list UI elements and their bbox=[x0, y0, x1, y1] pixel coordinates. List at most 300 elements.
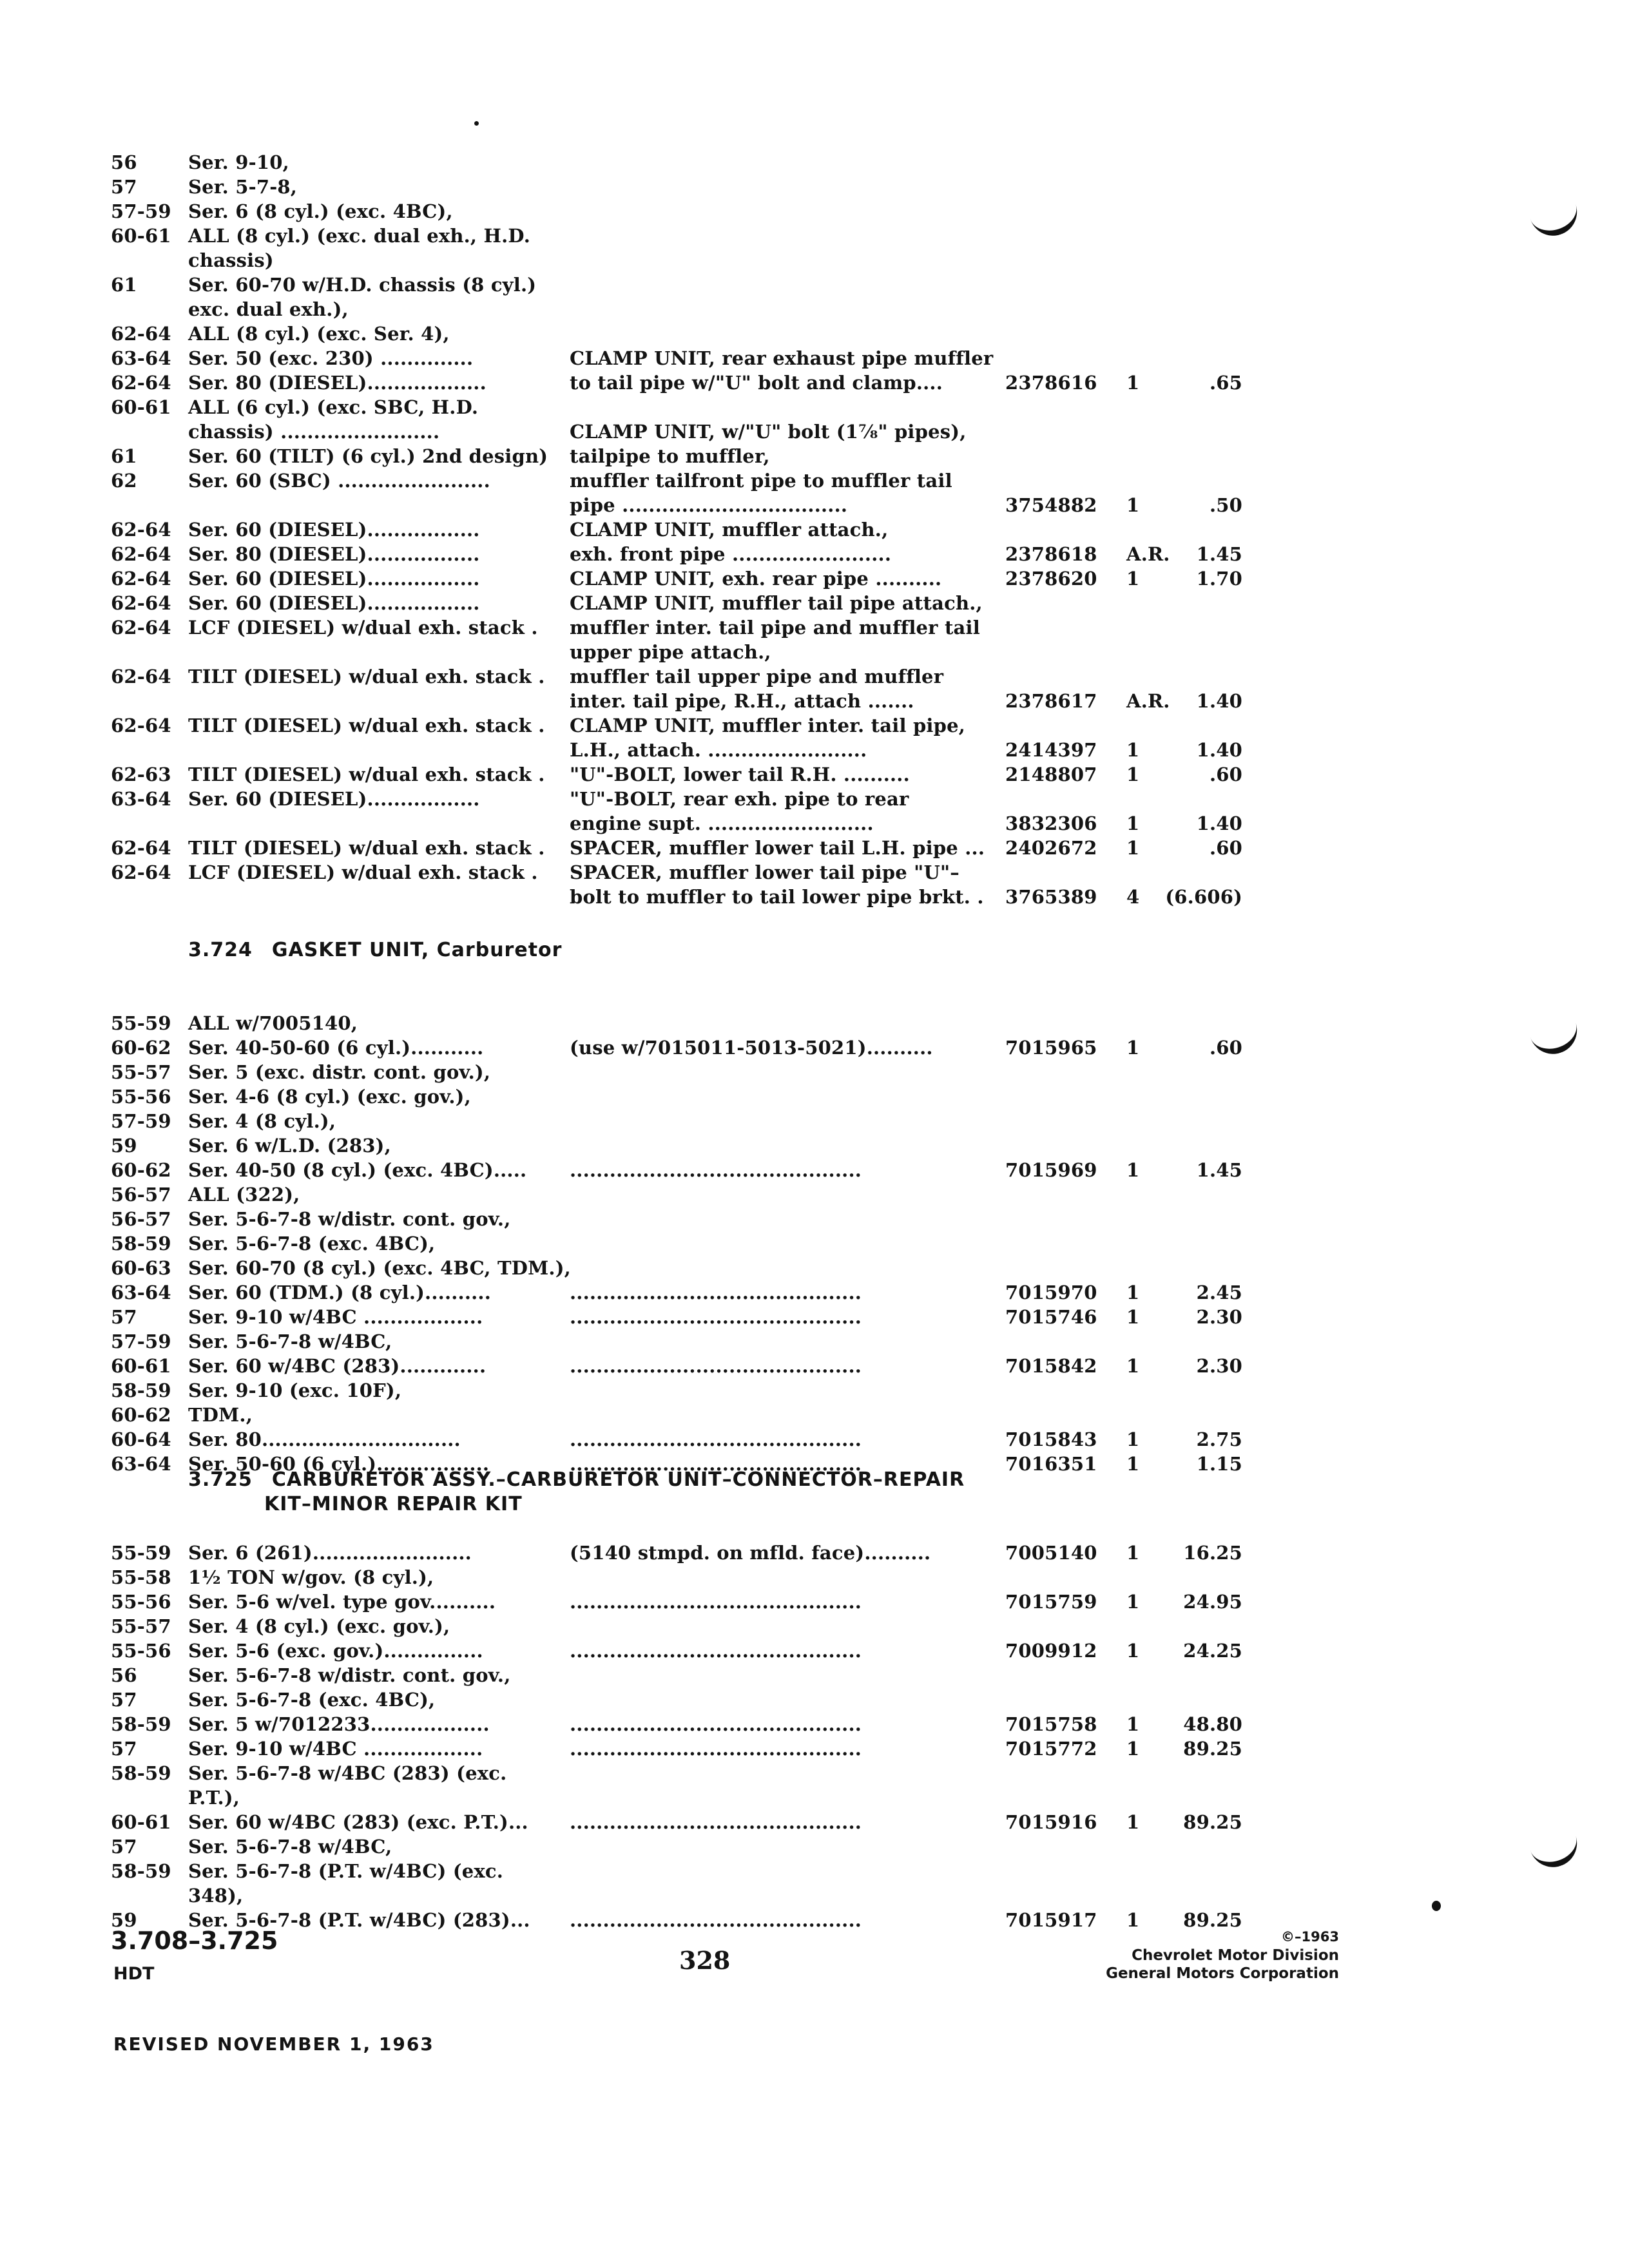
table-row bbox=[0, 1084, 1629, 1110]
quantity: 1 bbox=[1126, 1713, 1140, 1735]
table-row bbox=[0, 1157, 1629, 1183]
table-row bbox=[0, 443, 1629, 469]
year-range: 63-64 bbox=[111, 347, 171, 369]
year-range: 62-64 bbox=[111, 543, 171, 565]
year-range: 63-64 bbox=[111, 1453, 171, 1475]
quantity: 1 bbox=[1126, 1640, 1140, 1662]
series-description: TILT (DIESEL) w/dual exh. stack . bbox=[188, 837, 545, 859]
part-description: ............................................ bbox=[570, 1355, 862, 1377]
part-description: engine supt. ......................... bbox=[570, 812, 874, 834]
price: 48.80 bbox=[1183, 1713, 1242, 1735]
part-description: ............................................ bbox=[570, 1453, 862, 1475]
quantity: 1 bbox=[1126, 1811, 1140, 1833]
scan-dot-small bbox=[474, 121, 479, 126]
part-description: SPACER, muffler lower tail pipe "U"– bbox=[570, 861, 959, 883]
part-description: to tail pipe w/"U" bolt and clamp.... bbox=[570, 372, 943, 394]
year-range: 60-64 bbox=[111, 1428, 171, 1450]
series-description: Ser. 50-60 (6 cyl.)................. bbox=[188, 1453, 490, 1475]
year-range: 55-57 bbox=[111, 1061, 171, 1083]
quantity: 1 bbox=[1126, 1306, 1140, 1328]
part-description: muffler tailfront pipe to muffler tail bbox=[570, 470, 952, 492]
series-description: TILT (DIESEL) w/dual exh. stack . bbox=[188, 666, 545, 687]
series-description: Ser. 80 (DIESEL)................. bbox=[188, 543, 480, 565]
series-description: Ser. 5-7-8, bbox=[188, 176, 298, 198]
part-number: 7015917 bbox=[1005, 1909, 1097, 1931]
section-number: 3.724 bbox=[188, 939, 253, 961]
table-row bbox=[0, 688, 1629, 714]
price: 1.45 bbox=[1196, 1159, 1242, 1181]
revised-date: REVISED NOVEMBER 1, 1963 bbox=[113, 2033, 434, 2055]
part-description: ............................................ bbox=[570, 1159, 862, 1181]
table-row bbox=[0, 1785, 1629, 1811]
series-description: ALL (6 cyl.) (exc. SBC, H.D. bbox=[188, 396, 479, 418]
year-range: 55-56 bbox=[111, 1640, 171, 1662]
series-description: Ser. 5-6 (exc. gov.)............... bbox=[188, 1640, 483, 1662]
quantity: A.R. bbox=[1126, 543, 1170, 565]
price: 1.70 bbox=[1196, 568, 1242, 590]
part-description: CLAMP UNIT, w/"U" bolt (1⅞" pipes), bbox=[570, 421, 967, 443]
year-range: 62 bbox=[111, 470, 137, 492]
year-range: 62-64 bbox=[111, 715, 171, 736]
year-range: 58-59 bbox=[111, 1233, 171, 1254]
year-range: 62-64 bbox=[111, 323, 171, 345]
series-description: Ser. 60 (TILT) (6 cyl.) 2nd design) bbox=[188, 445, 548, 467]
year-range: 62-64 bbox=[111, 372, 171, 394]
part-number: 3765389 bbox=[1005, 886, 1097, 908]
table-row bbox=[0, 590, 1629, 616]
year-range: 60-62 bbox=[111, 1159, 171, 1181]
part-number: 2378620 bbox=[1005, 568, 1097, 590]
table-row bbox=[0, 1834, 1629, 1860]
table-row bbox=[0, 1035, 1629, 1061]
quantity: 1 bbox=[1126, 1542, 1140, 1564]
year-range: 55-58 bbox=[111, 1566, 171, 1588]
table-row bbox=[0, 1402, 1629, 1428]
quantity: 1 bbox=[1126, 1355, 1140, 1377]
quantity: 1 bbox=[1126, 494, 1140, 516]
series-description: Ser. 4-6 (8 cyl.) (exc. gov.), bbox=[188, 1086, 471, 1108]
table-row bbox=[0, 1711, 1629, 1737]
table-row bbox=[0, 174, 1629, 200]
series-description: Ser. 40-50-60 (6 cyl.)........... bbox=[188, 1037, 484, 1059]
quantity: 1 bbox=[1126, 812, 1140, 834]
year-range: 55-56 bbox=[111, 1086, 171, 1108]
table-row bbox=[0, 1883, 1629, 1908]
table-row bbox=[0, 1589, 1629, 1615]
year-range: 63-64 bbox=[111, 788, 171, 810]
table-row bbox=[0, 296, 1629, 322]
table-row bbox=[0, 1687, 1629, 1713]
series-description: ALL w/7005140, bbox=[188, 1012, 358, 1034]
table-row bbox=[0, 1638, 1629, 1664]
table-row bbox=[0, 884, 1629, 910]
table-row bbox=[0, 1613, 1629, 1639]
price: .60 bbox=[1209, 837, 1242, 859]
part-description: upper pipe attach., bbox=[570, 641, 771, 663]
table-row bbox=[0, 1427, 1629, 1452]
year-range: 59 bbox=[111, 1135, 137, 1157]
series-description: Ser. 5-6-7-8 w/distr. cont. gov., bbox=[188, 1208, 511, 1230]
year-range: 57 bbox=[111, 1738, 137, 1760]
price: (6.606) bbox=[1165, 886, 1242, 908]
part-description: CLAMP UNIT, rear exhaust pipe muffler bbox=[570, 347, 994, 369]
series-description: LCF (DIESEL) w/dual exh. stack . bbox=[188, 861, 538, 883]
table-row bbox=[0, 1059, 1629, 1085]
table-row bbox=[0, 1564, 1629, 1590]
footer-division: Chevrolet Motor Division bbox=[1132, 1947, 1339, 1964]
part-number: 3832306 bbox=[1005, 812, 1097, 834]
year-range: 59 bbox=[111, 1909, 137, 1931]
scan-dot bbox=[1432, 1901, 1441, 1911]
part-number: 7015772 bbox=[1005, 1738, 1097, 1760]
table-row bbox=[0, 615, 1629, 640]
table-row bbox=[0, 247, 1629, 273]
table-row bbox=[0, 394, 1629, 420]
price: 2.45 bbox=[1196, 1282, 1242, 1303]
quantity: 1 bbox=[1126, 1037, 1140, 1059]
table-row bbox=[0, 737, 1629, 763]
page-number: 328 bbox=[679, 1946, 731, 1975]
series-description: Ser. 5-6-7-8 w/4BC (283) (exc. bbox=[188, 1762, 507, 1784]
footer-code: HDT bbox=[113, 1964, 155, 1984]
part-number: 7009912 bbox=[1005, 1640, 1097, 1662]
series-description: Ser. 5 (exc. distr. cont. gov.), bbox=[188, 1061, 491, 1083]
table-row bbox=[0, 1133, 1629, 1158]
series-description: Ser. 80 (DIESEL).................. bbox=[188, 372, 487, 394]
table-row bbox=[0, 811, 1629, 836]
series-description: Ser. 5 w/7012233.................. bbox=[188, 1713, 490, 1735]
price: 1.45 bbox=[1196, 543, 1242, 565]
part-description: CLAMP UNIT, muffler attach., bbox=[570, 519, 889, 541]
year-range: 58-59 bbox=[111, 1762, 171, 1784]
section-heading bbox=[188, 1468, 965, 1517]
year-range: 60-62 bbox=[111, 1037, 171, 1059]
quantity: 1 bbox=[1126, 837, 1140, 859]
part-number: 7015842 bbox=[1005, 1355, 1097, 1377]
table-row bbox=[0, 835, 1629, 861]
series-description: Ser. 50 (exc. 230) .............. bbox=[188, 347, 474, 369]
part-description: ............................................ bbox=[570, 1306, 862, 1328]
part-number: 2148807 bbox=[1005, 764, 1097, 785]
year-range: 55-56 bbox=[111, 1591, 171, 1613]
part-number: 7015969 bbox=[1005, 1159, 1097, 1181]
table-row bbox=[0, 1662, 1629, 1688]
part-number: 7015759 bbox=[1005, 1591, 1097, 1613]
year-range: 57 bbox=[111, 1306, 137, 1328]
year-range: 56 bbox=[111, 151, 137, 173]
part-description: tailpipe to muffler, bbox=[570, 445, 770, 467]
price: 1.40 bbox=[1196, 739, 1242, 761]
part-number: 7015746 bbox=[1005, 1306, 1097, 1328]
year-range: 60-63 bbox=[111, 1257, 171, 1279]
quantity: 1 bbox=[1126, 764, 1140, 785]
part-description: ............................................ bbox=[570, 1713, 862, 1735]
year-range: 60-61 bbox=[111, 225, 171, 247]
part-description: CLAMP UNIT, exh. rear pipe .......... bbox=[570, 568, 942, 590]
table-row bbox=[0, 1280, 1629, 1305]
year-range: 61 bbox=[111, 274, 137, 296]
table-row bbox=[0, 1010, 1629, 1036]
table-row bbox=[0, 1809, 1629, 1835]
price: 2.30 bbox=[1196, 1306, 1242, 1328]
price: 1.15 bbox=[1196, 1453, 1242, 1475]
series-description: Ser. 6 (8 cyl.) (exc. 4BC), bbox=[188, 200, 453, 222]
part-description: "U"-BOLT, lower tail R.H. .......... bbox=[570, 764, 910, 785]
table-row bbox=[0, 223, 1629, 249]
part-description: CLAMP UNIT, muffler tail pipe attach., bbox=[570, 592, 983, 614]
part-description: muffler tail upper pipe and muffler bbox=[570, 666, 944, 687]
year-range: 58-59 bbox=[111, 1379, 171, 1401]
table-row bbox=[0, 1736, 1629, 1762]
section-heading bbox=[188, 938, 562, 963]
section-title: GASKET UNIT, Carburetor bbox=[271, 939, 563, 961]
part-number: 3754882 bbox=[1005, 494, 1097, 516]
quantity: A.R. bbox=[1126, 690, 1170, 712]
table-row bbox=[0, 1540, 1629, 1566]
table-row bbox=[0, 762, 1629, 787]
series-description: TILT (DIESEL) w/dual exh. stack . bbox=[188, 715, 545, 736]
section-title: CARBURETOR ASSY.–CARBURETOR UNIT–CONNECTOR–REPAIR bbox=[271, 1468, 965, 1491]
table-row bbox=[0, 149, 1629, 175]
price: 89.25 bbox=[1183, 1909, 1242, 1931]
part-number: 7015758 bbox=[1005, 1713, 1097, 1735]
table-row bbox=[0, 272, 1629, 298]
year-range: 57 bbox=[111, 1836, 137, 1858]
year-range: 62-64 bbox=[111, 592, 171, 614]
quantity: 1 bbox=[1126, 1159, 1140, 1181]
series-description: Ser. 60 w/4BC (283)............. bbox=[188, 1355, 487, 1377]
series-description: Ser. 5-6-7-8 (P.T. w/4BC) (283)... bbox=[188, 1909, 530, 1931]
table-row bbox=[0, 1353, 1629, 1379]
series-description: Ser. 5-6-7-8 (exc. 4BC), bbox=[188, 1233, 436, 1254]
year-range: 60-61 bbox=[111, 1811, 171, 1833]
year-range: 63-64 bbox=[111, 1282, 171, 1303]
section-number: 3.725 bbox=[188, 1468, 253, 1491]
table-row bbox=[0, 1329, 1629, 1354]
year-range: 58-59 bbox=[111, 1713, 171, 1735]
table-row bbox=[0, 321, 1629, 347]
year-range: 62-64 bbox=[111, 519, 171, 541]
table-row bbox=[0, 713, 1629, 738]
table-row bbox=[0, 1760, 1629, 1786]
price: 24.95 bbox=[1183, 1591, 1242, 1613]
quantity: 1 bbox=[1126, 1591, 1140, 1613]
part-number: 7015916 bbox=[1005, 1811, 1097, 1833]
year-range: 62-64 bbox=[111, 666, 171, 687]
series-description: Ser. 9-10, bbox=[188, 151, 289, 173]
price: 1.40 bbox=[1196, 690, 1242, 712]
part-number: 2402672 bbox=[1005, 837, 1097, 859]
series-description: Ser. 5-6-7-8 w/4BC, bbox=[188, 1331, 392, 1352]
series-description: Ser. 5-6-7-8 (exc. 4BC), bbox=[188, 1689, 436, 1711]
quantity: 1 bbox=[1126, 372, 1140, 394]
part-number: 7015965 bbox=[1005, 1037, 1097, 1059]
price: .60 bbox=[1209, 1037, 1242, 1059]
series-description: Ser. 80.............................. bbox=[188, 1428, 461, 1450]
part-description: exh. front pipe ........................ bbox=[570, 543, 892, 565]
price: .65 bbox=[1209, 372, 1242, 394]
table-row bbox=[0, 517, 1629, 543]
part-description: L.H., attach. ........................ bbox=[570, 739, 867, 761]
part-description: pipe .................................. bbox=[570, 494, 848, 516]
table-row bbox=[0, 370, 1629, 396]
series-description: Ser. 60 (SBC) ....................... bbox=[188, 470, 490, 492]
table-row bbox=[0, 664, 1629, 689]
table-row bbox=[0, 468, 1629, 494]
series-description: TDM., bbox=[188, 1404, 253, 1426]
table-row bbox=[0, 566, 1629, 591]
price: 89.25 bbox=[1183, 1811, 1242, 1833]
part-number: 2414397 bbox=[1005, 739, 1097, 761]
series-description: Ser. 60-70 (8 cyl.) (exc. 4BC, TDM.), bbox=[188, 1257, 571, 1279]
price: 89.25 bbox=[1183, 1738, 1242, 1760]
series-description: Ser. 6 (261)........................ bbox=[188, 1542, 472, 1564]
quantity: 1 bbox=[1126, 1282, 1140, 1303]
part-description: ............................................ bbox=[570, 1909, 862, 1931]
year-range: 55-57 bbox=[111, 1615, 171, 1637]
part-number: 7015843 bbox=[1005, 1428, 1097, 1450]
series-description: chassis) ........................ bbox=[188, 421, 440, 443]
part-number: 2378618 bbox=[1005, 543, 1097, 565]
series-description: ALL (8 cyl.) (exc. dual exh., H.D. bbox=[188, 225, 531, 247]
series-description: Ser. 5-6 w/vel. type gov.......... bbox=[188, 1591, 496, 1613]
series-description: P.T.), bbox=[188, 1787, 240, 1809]
table-row bbox=[0, 419, 1629, 445]
quantity: 1 bbox=[1126, 1909, 1140, 1931]
year-range: 60-61 bbox=[111, 1355, 171, 1377]
part-description: CLAMP UNIT, muffler inter. tail pipe, bbox=[570, 715, 966, 736]
table-row bbox=[0, 1108, 1629, 1134]
part-description: (use w/7015011-5013-5021).......... bbox=[570, 1037, 933, 1059]
part-description: bolt to muffler to tail lower pipe brkt. . bbox=[570, 886, 984, 908]
quantity: 1 bbox=[1126, 1428, 1140, 1450]
price: .50 bbox=[1209, 494, 1242, 516]
series-description: Ser. 9-10 w/4BC .................. bbox=[188, 1306, 483, 1328]
year-range: 60-61 bbox=[111, 396, 171, 418]
series-description: Ser. 9-10 w/4BC .................. bbox=[188, 1738, 483, 1760]
series-description: TILT (DIESEL) w/dual exh. stack . bbox=[188, 764, 545, 785]
series-description: Ser. 9-10 (exc. 10F), bbox=[188, 1379, 402, 1401]
quantity: 1 bbox=[1126, 1738, 1140, 1760]
table-row bbox=[0, 786, 1629, 812]
price: .60 bbox=[1209, 764, 1242, 785]
table-row bbox=[0, 1378, 1629, 1403]
year-range: 58-59 bbox=[111, 1860, 171, 1882]
section-title-continued: KIT–MINOR REPAIR KIT bbox=[264, 1493, 523, 1515]
year-range: 62-64 bbox=[111, 837, 171, 859]
year-range: 55-59 bbox=[111, 1012, 171, 1034]
year-range: 57 bbox=[111, 176, 137, 198]
year-range: 57-59 bbox=[111, 1331, 171, 1352]
series-description: chassis) bbox=[188, 249, 274, 271]
series-description: Ser. 40-50 (8 cyl.) (exc. 4BC)..... bbox=[188, 1159, 527, 1181]
table-row bbox=[0, 1255, 1629, 1281]
table-row bbox=[0, 198, 1629, 224]
part-description: ............................................ bbox=[570, 1591, 862, 1613]
series-description: Ser. 60 (DIESEL)................. bbox=[188, 519, 480, 541]
part-description: muffler inter. tail pipe and muffler tail bbox=[570, 617, 980, 639]
table-row bbox=[0, 1304, 1629, 1330]
table-row bbox=[0, 860, 1629, 885]
table-row bbox=[0, 492, 1629, 518]
table-row bbox=[0, 1858, 1629, 1884]
part-description: ............................................ bbox=[570, 1640, 862, 1662]
series-description: Ser. 60 (DIESEL)................. bbox=[188, 788, 480, 810]
series-description: LCF (DIESEL) w/dual exh. stack . bbox=[188, 617, 538, 639]
series-description: exc. dual exh.), bbox=[188, 298, 349, 320]
year-range: 57-59 bbox=[111, 200, 171, 222]
quantity: 1 bbox=[1126, 568, 1140, 590]
part-description: ............................................ bbox=[570, 1428, 862, 1450]
year-range: 60-62 bbox=[111, 1404, 171, 1426]
year-range: 62-64 bbox=[111, 568, 171, 590]
series-description: Ser. 6 w/L.D. (283), bbox=[188, 1135, 391, 1157]
table-row bbox=[0, 1182, 1629, 1207]
series-description: Ser. 60 (DIESEL)................. bbox=[188, 568, 480, 590]
part-number: 2378616 bbox=[1005, 372, 1097, 394]
table-row bbox=[0, 1206, 1629, 1232]
part-description: ............................................ bbox=[570, 1811, 862, 1833]
series-description: Ser. 60 (TDM.) (8 cyl.).......... bbox=[188, 1282, 492, 1303]
price: 2.30 bbox=[1196, 1355, 1242, 1377]
footer-range: 3.708–3.725 bbox=[111, 1927, 278, 1955]
year-range: 57-59 bbox=[111, 1110, 171, 1132]
part-number: 7016351 bbox=[1005, 1453, 1097, 1475]
series-description: Ser. 5-6-7-8 w/distr. cont. gov., bbox=[188, 1664, 511, 1686]
series-description: Ser. 60-70 w/H.D. chassis (8 cyl.) bbox=[188, 274, 537, 296]
series-description: ALL (322), bbox=[188, 1184, 300, 1206]
price: 24.25 bbox=[1183, 1640, 1242, 1662]
quantity: 4 bbox=[1126, 886, 1140, 908]
year-range: 57 bbox=[111, 1689, 137, 1711]
series-description: Ser. 4 (8 cyl.) (exc. gov.), bbox=[188, 1615, 450, 1637]
price: 1.40 bbox=[1196, 812, 1242, 834]
quantity: 1 bbox=[1126, 739, 1140, 761]
part-description: ............................................ bbox=[570, 1282, 862, 1303]
part-description: "U"-BOLT, rear exh. pipe to rear bbox=[570, 788, 909, 810]
table-row bbox=[0, 1231, 1629, 1256]
part-number: 2378617 bbox=[1005, 690, 1097, 712]
year-range: 62-64 bbox=[111, 617, 171, 639]
part-description: ............................................ bbox=[570, 1738, 862, 1760]
table-row bbox=[0, 541, 1629, 567]
part-description: (5140 stmpd. on mfld. face).......... bbox=[570, 1542, 931, 1564]
footer-corporation: General Motors Corporation bbox=[1106, 1965, 1339, 1982]
year-range: 56 bbox=[111, 1664, 137, 1686]
price: 2.75 bbox=[1196, 1428, 1242, 1450]
year-range: 56-57 bbox=[111, 1184, 171, 1206]
series-description: 348), bbox=[188, 1885, 244, 1907]
series-description: Ser. 60 w/4BC (283) (exc. P.T.)... bbox=[188, 1811, 528, 1833]
series-description: Ser. 5-6-7-8 (P.T. w/4BC) (exc. bbox=[188, 1860, 504, 1882]
year-range: 61 bbox=[111, 445, 137, 467]
part-description: SPACER, muffler lower tail L.H. pipe ... bbox=[570, 837, 985, 859]
part-number: 7005140 bbox=[1005, 1542, 1097, 1564]
table-row bbox=[0, 345, 1629, 371]
series-description: Ser. 60 (DIESEL)................. bbox=[188, 592, 480, 614]
quantity: 1 bbox=[1126, 1453, 1140, 1475]
series-description: Ser. 5-6-7-8 w/4BC, bbox=[188, 1836, 392, 1858]
footer-copyright: ©–1963 bbox=[1281, 1929, 1339, 1945]
series-description: 1½ TON w/gov. (8 cyl.), bbox=[188, 1566, 434, 1588]
year-range: 62-63 bbox=[111, 764, 171, 785]
year-range: 62-64 bbox=[111, 861, 171, 883]
series-description: Ser. 4 (8 cyl.), bbox=[188, 1110, 336, 1132]
year-range: 55-59 bbox=[111, 1542, 171, 1564]
part-number: 7015970 bbox=[1005, 1282, 1097, 1303]
table-row bbox=[0, 639, 1629, 665]
part-description: inter. tail pipe, R.H., attach ....... bbox=[570, 690, 914, 712]
